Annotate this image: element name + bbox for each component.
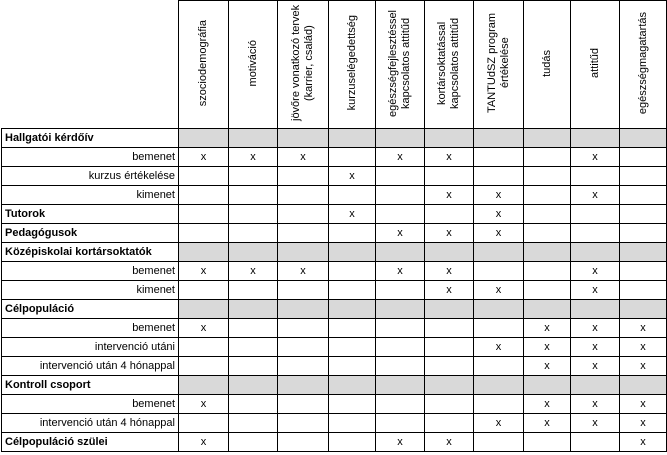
row-label: bemenet — [2, 319, 179, 338]
matrix-cell: x — [571, 262, 620, 281]
column-header-label: kortársoktatással kapcsolatos attitűd — [436, 17, 461, 109]
matrix-cell: x — [278, 262, 329, 281]
row-label: bemenet — [2, 262, 179, 281]
matrix-cell: x — [571, 357, 620, 376]
matrix-cell: x — [620, 357, 667, 376]
matrix-cell — [620, 129, 667, 148]
matrix-cell: x — [376, 224, 425, 243]
matrix-cell — [329, 243, 376, 262]
sub-row — [2, 186, 667, 205]
matrix-cell — [229, 129, 278, 148]
matrix-cell — [229, 224, 278, 243]
sub-row — [2, 395, 667, 414]
corner-cell — [2, 1, 179, 129]
sub-row — [2, 167, 667, 186]
matrix-cell — [474, 357, 524, 376]
matrix-cell — [571, 129, 620, 148]
matrix-cell: x — [524, 357, 571, 376]
matrix-cell — [376, 243, 425, 262]
matrix-cell — [229, 300, 278, 319]
matrix-cell — [620, 281, 667, 300]
matrix-cell — [376, 395, 425, 414]
column-header — [524, 1, 571, 129]
matrix-cell — [179, 338, 229, 357]
matrix-cell — [229, 281, 278, 300]
matrix-cell — [278, 338, 329, 357]
matrix-cell — [524, 224, 571, 243]
matrix-cell: x — [329, 205, 376, 224]
matrix-cell: x — [179, 395, 229, 414]
matrix-cell — [571, 243, 620, 262]
matrix-cell — [179, 376, 229, 395]
column-header-label: szociodemográfia — [197, 19, 209, 107]
row-label: kimenet — [2, 281, 179, 300]
matrix-cell — [571, 167, 620, 186]
matrix-cell — [329, 186, 376, 205]
matrix-cell: x — [571, 186, 620, 205]
matrix-cell — [425, 414, 474, 433]
matrix-cell: x — [571, 281, 620, 300]
matrix-cell: x — [571, 148, 620, 167]
matrix-cell: x — [474, 338, 524, 357]
matrix-cell — [524, 167, 571, 186]
matrix-cell — [278, 319, 329, 338]
matrix-cell: x — [425, 281, 474, 300]
matrix-cell: x — [620, 319, 667, 338]
matrix-cell — [229, 433, 278, 452]
column-header — [329, 1, 376, 129]
matrix-cell: x — [425, 186, 474, 205]
group-label: Célpopuláció szülei — [2, 433, 179, 452]
matrix-cell — [425, 338, 474, 357]
matrix-cell — [474, 129, 524, 148]
sub-row — [2, 357, 667, 376]
data-collection-matrix — [1, 0, 667, 452]
matrix-cell — [329, 224, 376, 243]
matrix-cell — [425, 357, 474, 376]
matrix-cell: x — [620, 395, 667, 414]
matrix-cell — [571, 300, 620, 319]
matrix-cell: x — [571, 395, 620, 414]
matrix-cell — [524, 243, 571, 262]
matrix-cell — [524, 129, 571, 148]
column-header-label: egészségfejlesztéssel kapcsolatos attitűd — [387, 9, 412, 117]
group-row — [2, 129, 667, 148]
matrix-cell: x — [229, 262, 278, 281]
matrix-cell: x — [571, 319, 620, 338]
matrix-cell — [376, 129, 425, 148]
matrix-cell — [620, 224, 667, 243]
matrix-cell — [376, 376, 425, 395]
matrix-cell — [620, 262, 667, 281]
matrix-cell: x — [571, 414, 620, 433]
matrix-cell — [278, 395, 329, 414]
column-header-label: kurzuselégedettség — [345, 15, 358, 111]
matrix-cell — [229, 167, 278, 186]
column-header-label: jövőre vonatkozó tervek (karrier, család) — [290, 4, 315, 122]
column-header — [278, 1, 329, 129]
matrix-cell — [376, 414, 425, 433]
matrix-cell: x — [425, 433, 474, 452]
group-label: Középiskolai kortársoktatók — [2, 243, 179, 262]
column-header — [229, 1, 278, 129]
matrix-cell — [278, 357, 329, 376]
column-header — [376, 1, 425, 129]
matrix-cell — [376, 357, 425, 376]
matrix-cell — [329, 433, 376, 452]
matrix-cell — [376, 319, 425, 338]
matrix-cell — [229, 319, 278, 338]
matrix-cell — [425, 167, 474, 186]
matrix-cell — [376, 338, 425, 357]
matrix-cell: x — [329, 167, 376, 186]
row-label: kurzus értékelése — [2, 167, 179, 186]
matrix-cell — [179, 186, 229, 205]
group-row — [2, 224, 667, 243]
column-header-label: TANTUdSZ program értékelése — [485, 12, 511, 114]
matrix-cell — [229, 186, 278, 205]
sub-row — [2, 338, 667, 357]
column-header — [620, 1, 667, 129]
matrix-cell — [620, 205, 667, 224]
matrix-cell — [376, 186, 425, 205]
matrix-cell — [474, 167, 524, 186]
matrix-cell — [425, 395, 474, 414]
matrix-cell: x — [474, 414, 524, 433]
matrix-cell: x — [229, 148, 278, 167]
matrix-cell — [571, 224, 620, 243]
matrix-cell — [179, 357, 229, 376]
row-label: bemenet — [2, 148, 179, 167]
group-label: Célpopuláció — [2, 300, 179, 319]
column-header — [474, 1, 524, 129]
matrix-cell: x — [620, 338, 667, 357]
group-label: Kontroll csoport — [2, 376, 179, 395]
row-label: intervenció után 4 hónappal — [2, 414, 179, 433]
matrix-cell — [229, 338, 278, 357]
matrix-cell — [524, 300, 571, 319]
matrix-cell: x — [571, 338, 620, 357]
matrix-cell — [474, 319, 524, 338]
matrix-cell — [620, 167, 667, 186]
matrix-cell — [474, 376, 524, 395]
matrix-cell: x — [376, 262, 425, 281]
matrix-cell: x — [524, 395, 571, 414]
matrix-cell: x — [474, 186, 524, 205]
matrix-cell: x — [278, 148, 329, 167]
matrix-cell — [425, 319, 474, 338]
column-header-label: motiváció — [246, 39, 259, 87]
matrix-cell — [278, 414, 329, 433]
matrix-cell: x — [474, 281, 524, 300]
matrix-cell — [179, 129, 229, 148]
matrix-cell — [179, 205, 229, 224]
matrix-cell — [229, 395, 278, 414]
matrix-cell — [179, 300, 229, 319]
matrix-cell — [179, 281, 229, 300]
matrix-cell — [179, 414, 229, 433]
matrix-cell: x — [376, 148, 425, 167]
matrix-cell — [329, 148, 376, 167]
matrix-cell — [474, 262, 524, 281]
matrix-cell — [329, 376, 376, 395]
matrix-cell: x — [474, 224, 524, 243]
matrix-cell — [425, 376, 474, 395]
matrix-cell — [620, 300, 667, 319]
matrix-cell — [179, 243, 229, 262]
sub-row — [2, 148, 667, 167]
matrix-cell — [229, 205, 278, 224]
matrix-cell — [229, 357, 278, 376]
matrix-cell: x — [425, 262, 474, 281]
matrix-cell — [620, 186, 667, 205]
matrix-cell: x — [620, 414, 667, 433]
sub-row — [2, 414, 667, 433]
group-label: Tutorok — [2, 205, 179, 224]
matrix-cell — [229, 376, 278, 395]
group-row — [2, 376, 667, 395]
row-label: intervenció után 4 hónappal — [2, 357, 179, 376]
matrix-cell: x — [524, 338, 571, 357]
matrix-cell — [524, 262, 571, 281]
group-row — [2, 205, 667, 224]
matrix-cell — [524, 205, 571, 224]
matrix-cell — [278, 129, 329, 148]
matrix-cell: x — [376, 433, 425, 452]
matrix-cell — [329, 262, 376, 281]
matrix-cell — [278, 205, 329, 224]
sub-row — [2, 262, 667, 281]
matrix-cell — [278, 167, 329, 186]
matrix-cell — [425, 243, 474, 262]
group-row — [2, 300, 667, 319]
row-label: intervenció utáni — [2, 338, 179, 357]
matrix-body — [2, 129, 667, 452]
matrix-cell: x — [425, 224, 474, 243]
matrix-cell: x — [179, 319, 229, 338]
matrix-cell — [571, 205, 620, 224]
matrix-cell — [329, 395, 376, 414]
matrix-cell — [620, 148, 667, 167]
matrix-cell — [474, 243, 524, 262]
group-row — [2, 433, 667, 452]
matrix-cell — [620, 243, 667, 262]
matrix-cell: x — [425, 148, 474, 167]
column-header — [571, 1, 620, 129]
group-label: Pedagógusok — [2, 224, 179, 243]
matrix-cell — [376, 281, 425, 300]
matrix-cell — [329, 300, 376, 319]
matrix-cell — [474, 148, 524, 167]
sub-row — [2, 319, 667, 338]
matrix-cell — [278, 243, 329, 262]
matrix-cell — [329, 319, 376, 338]
matrix-cell — [474, 395, 524, 414]
matrix-cell — [278, 300, 329, 319]
matrix-cell — [278, 376, 329, 395]
matrix-cell — [278, 433, 329, 452]
matrix-cell — [571, 433, 620, 452]
matrix-cell — [229, 243, 278, 262]
matrix-cell — [329, 414, 376, 433]
matrix-cell — [329, 338, 376, 357]
matrix-cell — [524, 148, 571, 167]
matrix-cell — [425, 129, 474, 148]
matrix-cell — [376, 167, 425, 186]
matrix-cell — [376, 300, 425, 319]
group-row — [2, 243, 667, 262]
matrix-cell: x — [179, 433, 229, 452]
matrix-cell: x — [524, 414, 571, 433]
matrix-cell — [425, 205, 474, 224]
matrix-cell — [474, 300, 524, 319]
column-header-label: attitűd — [588, 48, 601, 78]
matrix-cell — [620, 376, 667, 395]
row-label: kimenet — [2, 186, 179, 205]
matrix-cell — [329, 129, 376, 148]
row-label: bemenet — [2, 395, 179, 414]
matrix-cell — [376, 205, 425, 224]
header-row — [2, 1, 667, 129]
matrix-cell — [524, 186, 571, 205]
matrix-cell — [229, 414, 278, 433]
matrix-cell — [278, 281, 329, 300]
column-header — [425, 1, 474, 129]
matrix-cell — [524, 281, 571, 300]
matrix-cell — [524, 376, 571, 395]
matrix-cell: x — [524, 319, 571, 338]
column-header-label: egészségmagatartás — [636, 11, 649, 115]
matrix-cell — [524, 433, 571, 452]
group-label: Hallgatói kérdőív — [2, 129, 179, 148]
matrix-cell — [179, 167, 229, 186]
matrix-cell — [278, 224, 329, 243]
matrix-cell: x — [474, 205, 524, 224]
column-header — [179, 1, 229, 129]
column-header-label: tudás — [540, 49, 553, 77]
matrix-cell — [571, 376, 620, 395]
matrix-cell — [474, 433, 524, 452]
matrix-cell — [425, 300, 474, 319]
sub-row — [2, 281, 667, 300]
matrix-cell — [329, 357, 376, 376]
matrix-cell — [179, 224, 229, 243]
matrix-cell: x — [179, 148, 229, 167]
matrix-cell: x — [179, 262, 229, 281]
matrix-cell — [329, 281, 376, 300]
matrix-cell — [278, 186, 329, 205]
matrix-cell: x — [620, 433, 667, 452]
